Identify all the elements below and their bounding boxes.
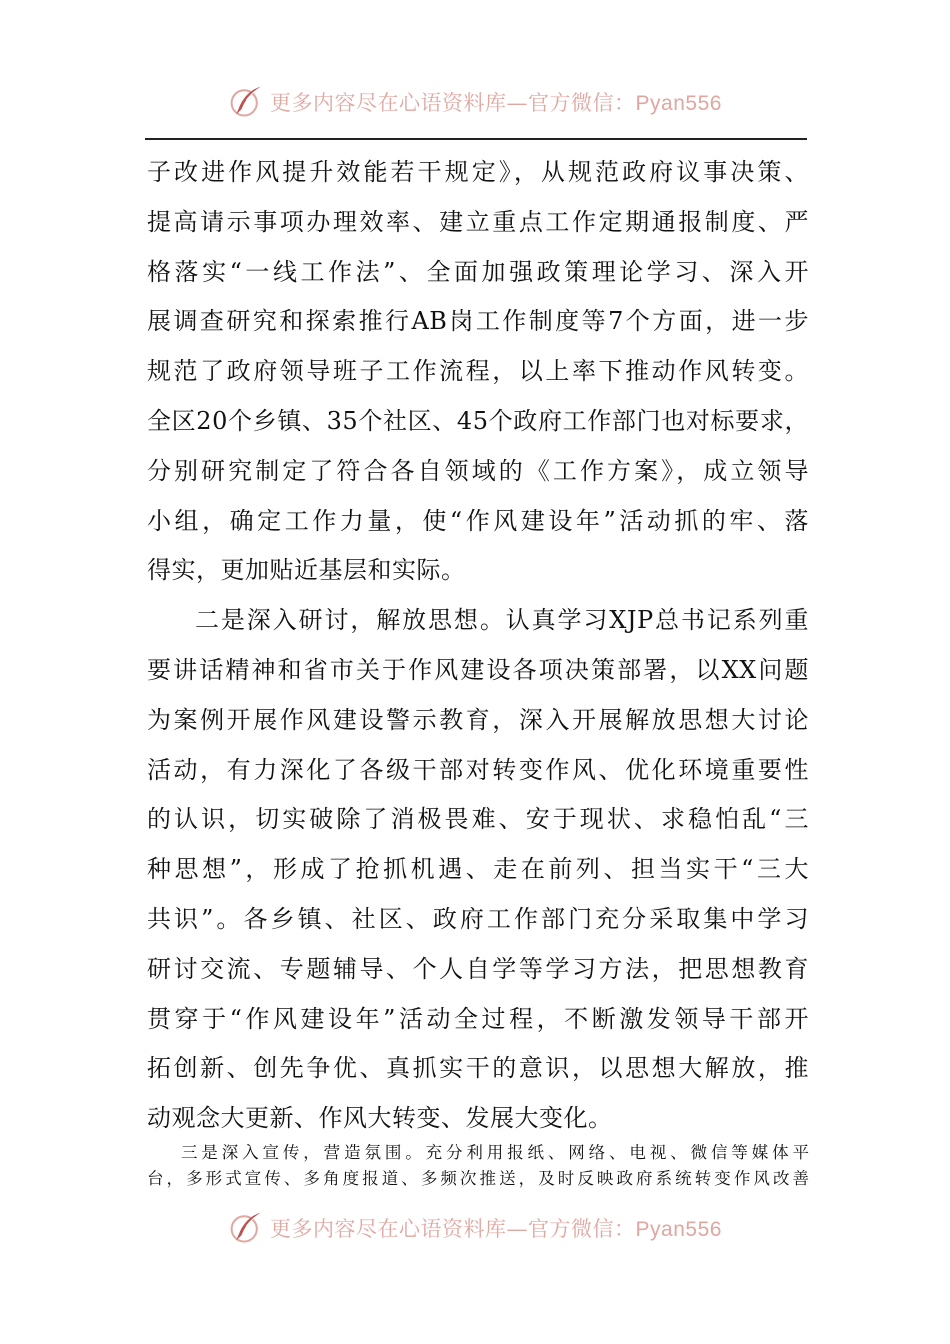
text-line: 全区20个乡镇、35个社区、45个政府工作部门也对标要求， [147,406,809,435]
quill-pen-in-circle-icon [228,1210,264,1246]
watermark-text [270,87,722,117]
text-line: 二是深入研讨，解放思想。认真学习XJP总书记系列重 [195,606,809,635]
text-line: 种思想”，形成了抢抓机遇、走在前列、担当实干“三大 [147,855,809,884]
document-body [147,148,809,1144]
paragraph-2 [147,596,809,1144]
text-line: 三是深入宣传，营造氛围。充分利用报纸、网络、电视、微信等媒体平 [181,1143,809,1162]
watermark-text-cn: 更多内容尽在心语资料库—官方微信： [270,91,636,115]
watermark-wechat-id: Pyan556 [635,92,722,115]
text-line: 拓创新、创先争优、真抓实干的意识，以思想大解放，推 [147,1054,809,1083]
text-line: 规范了政府领导班子工作流程，以上率下推动作风转变。 [147,357,809,386]
text-line: 得实，更加贴近基层和实际。 [147,556,466,585]
text-line: 子改进作风提升效能若干规定》，从规范政府议事决策、 [147,158,809,186]
text-line: 分别研究制定了符合各自领域的《工作方案》，成立领导 [147,456,809,485]
footer-watermark [0,1206,950,1250]
text-line: 提高请示事项办理效率、建立重点工作定期通报制度、严 [147,207,809,236]
paragraph-3 [147,1140,809,1192]
text-line: 的认识，切实破除了消极畏难、安于现状、求稳怕乱“三 [147,805,809,834]
text-line: 要讲话精神和省市关于作风建设各项决策部署，以XX问题 [147,655,809,684]
text-line: 小组，确定工作力量，使“作风建设年”活动抓的牢、落 [147,506,809,535]
watermark-wechat-id: Pyan556 [635,1218,722,1241]
text-line: 贯穿于“作风建设年”活动全过程，不断激发领导干部开 [147,1004,809,1033]
watermark-text-cn: 更多内容尽在心语资料库—官方微信： [270,1217,636,1241]
text-line: 研讨交流、专题辅导、个人自学等学习方法，把思想教育 [147,954,809,983]
quill-pen-in-circle-icon [228,84,264,120]
text-line: 活动，有力深化了各级干部对转变作风、优化环境重要性 [147,755,809,784]
text-line: 动观念大更新、作风大转变、发展大变化。 [147,1104,613,1133]
text-line: 为案例开展作风建设警示教育，深入开展解放思想大讨论 [147,705,809,734]
text-line: 台，多形式宣传、多角度报道、多频次推送，及时反映政府系统转变作风改善 [147,1169,809,1188]
paragraph-1 [147,148,809,596]
header-divider [145,138,807,140]
text-line: 展调查研究和探索推行AB岗工作制度等7个方面，进一步 [147,307,809,336]
text-line: 共识”。各乡镇、社区、政府工作部门充分采取集中学习 [147,904,809,933]
watermark-text [270,1213,722,1243]
header-watermark [0,80,950,124]
text-line: 格落实“一线工作法”、全面加强政策理论学习、深入开 [147,257,809,286]
